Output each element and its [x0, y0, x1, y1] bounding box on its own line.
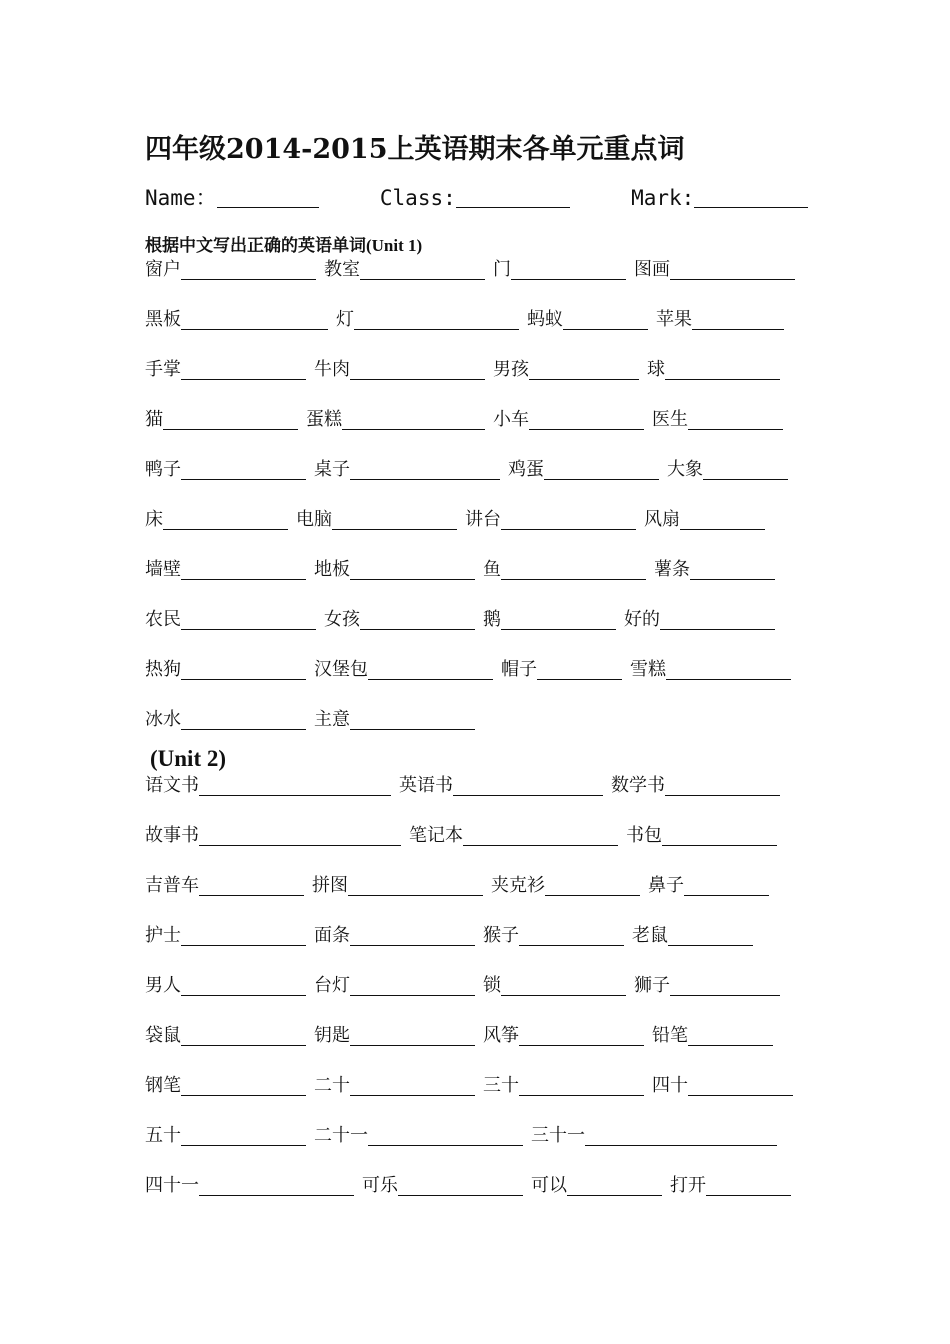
chinese-word: 鼻子: [648, 875, 684, 896]
vocab-item: [493, 407, 644, 433]
answer-blank[interactable]: [692, 309, 784, 330]
answer-blank[interactable]: [680, 509, 765, 530]
chinese-word: 打开: [670, 1175, 706, 1196]
answer-blank[interactable]: [181, 359, 306, 380]
vocab-item: [501, 657, 622, 683]
vocab-item: [145, 973, 306, 999]
chinese-word: 汉堡包: [314, 659, 368, 680]
vocab-item: [145, 1123, 306, 1149]
answer-blank[interactable]: [181, 925, 306, 946]
chinese-word: 地板: [314, 559, 350, 580]
answer-blank[interactable]: [368, 1125, 523, 1146]
class-label: Class:: [379, 186, 456, 210]
chinese-word: 可乐: [362, 1175, 398, 1196]
vocab-item: [652, 407, 783, 433]
unit1-row: [145, 657, 825, 683]
vocab-item: [145, 773, 391, 799]
vocab-item: [624, 607, 775, 633]
answer-blank[interactable]: [350, 359, 485, 380]
chinese-word: 三十一: [531, 1125, 585, 1146]
vocab-item: [626, 823, 777, 849]
answer-blank[interactable]: [354, 309, 519, 330]
chinese-word: 铅笔: [652, 1025, 688, 1046]
chinese-word: 四十一: [145, 1175, 199, 1196]
answer-blank[interactable]: [181, 609, 316, 630]
vocab-item: [145, 607, 316, 633]
name-label: Name：: [145, 186, 217, 210]
vocab-item: [145, 1023, 306, 1049]
chinese-word: 二十一: [314, 1125, 368, 1146]
answer-blank[interactable]: [360, 609, 475, 630]
vocab-item: [145, 657, 306, 683]
answer-blank[interactable]: [501, 609, 616, 630]
answer-blank[interactable]: [181, 559, 306, 580]
chinese-word: 鸭子: [145, 459, 181, 480]
chinese-word: 窗户: [145, 259, 181, 280]
chinese-word: 薯条: [654, 559, 690, 580]
answer-blank[interactable]: [368, 659, 493, 680]
chinese-word: 鸡蛋: [508, 459, 544, 480]
vocab-item: [324, 607, 475, 633]
chinese-word: 手掌: [145, 359, 181, 380]
vocab-item: [491, 873, 640, 899]
answer-blank[interactable]: [350, 559, 475, 580]
answer-blank[interactable]: [706, 1175, 791, 1196]
answer-blank[interactable]: [519, 925, 624, 946]
chinese-word: 老鼠: [632, 925, 668, 946]
chinese-word: 热狗: [145, 659, 181, 680]
vocab-item: [314, 357, 485, 383]
chinese-word: 讲台: [465, 509, 501, 530]
answer-blank[interactable]: [181, 709, 306, 730]
answer-blank[interactable]: [350, 1025, 475, 1046]
answer-blank[interactable]: [163, 509, 288, 530]
vocab-item: [508, 457, 659, 483]
vocab-item: [145, 357, 306, 383]
answer-blank[interactable]: [690, 559, 775, 580]
unit1-row: [145, 607, 825, 633]
unit2-row: [145, 873, 825, 899]
answer-blank[interactable]: [511, 259, 626, 280]
unit1-heading: 根据中文写出正确的英语单词(Unit 1): [145, 236, 423, 255]
unit2-word-list: [145, 773, 825, 1199]
chinese-word: 拼图: [312, 875, 348, 896]
answer-blank[interactable]: [181, 659, 306, 680]
vocab-item: [667, 457, 788, 483]
vocab-item: [670, 1173, 791, 1199]
vocab-item: [611, 773, 780, 799]
chinese-word: 教室: [324, 259, 360, 280]
chinese-word: 钢笔: [145, 1075, 181, 1096]
answer-blank[interactable]: [181, 459, 306, 480]
chinese-word: 男人: [145, 975, 181, 996]
vocab-item: [654, 557, 775, 583]
vocab-item: [145, 457, 306, 483]
vocab-item: [306, 407, 485, 433]
vocab-item: [362, 1173, 523, 1199]
answer-blank[interactable]: [585, 1125, 777, 1146]
answer-blank[interactable]: [668, 925, 753, 946]
class-blank[interactable]: [456, 187, 570, 208]
vocab-item: [314, 973, 475, 999]
vocab-item: [336, 307, 519, 333]
vocab-item: [314, 657, 493, 683]
chinese-word: 男孩: [493, 359, 529, 380]
chinese-word: 吉普车: [145, 875, 199, 896]
chinese-word: 灯: [336, 309, 354, 330]
chinese-word: 书包: [626, 825, 662, 846]
unit1-row: [145, 457, 825, 483]
answer-blank[interactable]: [350, 975, 475, 996]
answer-blank[interactable]: [529, 409, 644, 430]
chinese-word: 风扇: [644, 509, 680, 530]
vocab-item: [145, 873, 304, 899]
unit1-row: [145, 707, 825, 733]
answer-blank[interactable]: [519, 1025, 644, 1046]
answer-blank[interactable]: [660, 609, 775, 630]
vocab-item: [634, 257, 795, 283]
chinese-word: 雪糕: [630, 659, 666, 680]
vocab-item: [493, 257, 626, 283]
answer-blank[interactable]: [350, 925, 475, 946]
chinese-word: 语文书: [145, 775, 199, 796]
chinese-word: 帽子: [501, 659, 537, 680]
vocab-item: [483, 1023, 644, 1049]
vocab-item: [145, 407, 298, 433]
answer-blank[interactable]: [688, 1075, 793, 1096]
chinese-word: 三十: [483, 1075, 519, 1096]
vocab-item: [483, 973, 626, 999]
answer-blank[interactable]: [688, 409, 783, 430]
answer-blank[interactable]: [666, 659, 791, 680]
chinese-word: 笔记本: [409, 825, 463, 846]
chinese-word: 鹅: [483, 609, 501, 630]
chinese-word: 猫: [145, 409, 163, 430]
unit2-row: [145, 973, 825, 999]
chinese-word: 蚂蚁: [527, 309, 563, 330]
chinese-word: 女孩: [324, 609, 360, 630]
chinese-word: 农民: [145, 609, 181, 630]
answer-blank[interactable]: [332, 509, 457, 530]
vocab-item: [314, 557, 475, 583]
answer-blank[interactable]: [350, 709, 475, 730]
chinese-word: 小车: [493, 409, 529, 430]
unit2-row: [145, 823, 825, 849]
vocab-item: [314, 1073, 475, 1099]
vocab-item: [314, 1023, 475, 1049]
vocab-item: [399, 773, 603, 799]
unit2-row: [145, 1023, 825, 1049]
chinese-word: 五十: [145, 1125, 181, 1146]
answer-blank[interactable]: [463, 825, 618, 846]
answer-blank[interactable]: [181, 1025, 306, 1046]
vocab-item: [647, 357, 780, 383]
answer-blank[interactable]: [537, 659, 622, 680]
chinese-word: 床: [145, 509, 163, 530]
chinese-word: 狮子: [634, 975, 670, 996]
unit1-word-list: [145, 257, 825, 733]
answer-blank[interactable]: [501, 559, 646, 580]
vocab-item: [409, 823, 618, 849]
chinese-word: 钥匙: [314, 1025, 350, 1046]
chinese-word: 图画: [634, 259, 670, 280]
unit1-row: [145, 307, 825, 333]
mark-label: Mark:: [631, 186, 695, 210]
answer-blank[interactable]: [544, 459, 659, 480]
vocab-item: [312, 873, 483, 899]
unit2-row: [145, 773, 825, 799]
answer-blank[interactable]: [501, 509, 636, 530]
worksheet: [145, 128, 825, 1199]
chinese-word: 面条: [314, 925, 350, 946]
vocab-item: [145, 507, 288, 533]
chinese-word: 数学书: [611, 775, 665, 796]
vocab-item: [632, 923, 753, 949]
chinese-word: 台灯: [314, 975, 350, 996]
chinese-word: 夹克衫: [491, 875, 545, 896]
student-info-line: [145, 184, 825, 212]
answer-blank[interactable]: [181, 975, 306, 996]
vocab-item: [465, 507, 636, 533]
chinese-word: 电脑: [296, 509, 332, 530]
answer-blank[interactable]: [199, 1175, 354, 1196]
vocab-item: [324, 257, 485, 283]
chinese-word: 蛋糕: [306, 409, 342, 430]
vocab-item: [648, 873, 769, 899]
mark-blank[interactable]: [694, 187, 808, 208]
answer-blank[interactable]: [181, 309, 328, 330]
answer-blank[interactable]: [688, 1025, 773, 1046]
answer-blank[interactable]: [662, 825, 777, 846]
chinese-word: 黑板: [145, 309, 181, 330]
answer-blank[interactable]: [529, 359, 639, 380]
unit2-row: [145, 1073, 825, 1099]
chinese-word: 主意: [314, 709, 350, 730]
vocab-item: [145, 923, 306, 949]
chinese-word: 袋鼠: [145, 1025, 181, 1046]
chinese-word: 墙壁: [145, 559, 181, 580]
chinese-word: 苹果: [656, 309, 692, 330]
vocab-item: [483, 923, 624, 949]
vocab-item: [483, 1073, 644, 1099]
answer-blank[interactable]: [181, 1075, 306, 1096]
answer-blank[interactable]: [665, 359, 780, 380]
unit1-row: [145, 507, 825, 533]
answer-blank[interactable]: [350, 1075, 475, 1096]
unit2-row: [145, 1173, 825, 1199]
answer-blank[interactable]: [163, 409, 298, 430]
unit1-row: [145, 557, 825, 583]
chinese-word: 四十: [652, 1075, 688, 1096]
answer-blank[interactable]: [342, 409, 485, 430]
answer-blank[interactable]: [670, 259, 795, 280]
answer-blank[interactable]: [519, 1075, 644, 1096]
page-title: 四年级2014-2015上英语期末各单元重点词: [145, 134, 685, 165]
answer-blank[interactable]: [181, 1125, 306, 1146]
vocab-item: [145, 1073, 306, 1099]
answer-blank[interactable]: [398, 1175, 523, 1196]
unit2-row: [145, 1123, 825, 1149]
vocab-item: [493, 357, 639, 383]
unit1-row: [145, 407, 825, 433]
answer-blank[interactable]: [348, 875, 483, 896]
answer-blank[interactable]: [501, 975, 626, 996]
chinese-word: 医生: [652, 409, 688, 430]
vocab-item: [531, 1173, 662, 1199]
vocab-item: [145, 307, 328, 333]
chinese-word: 锁: [483, 975, 501, 996]
chinese-word: 英语书: [399, 775, 453, 796]
vocab-item: [630, 657, 791, 683]
vocab-item: [656, 307, 784, 333]
chinese-word: 门: [493, 259, 511, 280]
answer-blank[interactable]: [670, 975, 780, 996]
vocab-item: [314, 707, 475, 733]
chinese-word: 风筝: [483, 1025, 519, 1046]
vocab-item: [483, 557, 646, 583]
vocab-item: [314, 457, 500, 483]
chinese-word: 鱼: [483, 559, 501, 580]
chinese-word: 好的: [624, 609, 660, 630]
chinese-word: 故事书: [145, 825, 199, 846]
answer-blank[interactable]: [199, 875, 304, 896]
vocab-item: [652, 1023, 773, 1049]
vocab-item: [314, 1123, 523, 1149]
answer-blank[interactable]: [563, 309, 648, 330]
chinese-word: 桌子: [314, 459, 350, 480]
vocab-item: [652, 1073, 793, 1099]
vocab-item: [145, 707, 306, 733]
unit1-row: [145, 357, 825, 383]
vocab-item: [527, 307, 648, 333]
chinese-word: 球: [647, 359, 665, 380]
answer-blank[interactable]: [199, 775, 391, 796]
vocab-item: [634, 973, 780, 999]
chinese-word: 可以: [531, 1175, 567, 1196]
vocab-item: [644, 507, 765, 533]
unit2-row: [145, 923, 825, 949]
answer-blank[interactable]: [567, 1175, 662, 1196]
answer-blank[interactable]: [360, 259, 485, 280]
vocab-item: [145, 257, 316, 283]
answer-blank[interactable]: [545, 875, 640, 896]
answer-blank[interactable]: [199, 825, 401, 846]
vocab-item: [483, 607, 616, 633]
vocab-item: [145, 1173, 354, 1199]
answer-blank[interactable]: [453, 775, 603, 796]
chinese-word: 冰水: [145, 709, 181, 730]
chinese-word: 护士: [145, 925, 181, 946]
vocab-item: [145, 823, 401, 849]
vocab-item: [531, 1123, 777, 1149]
answer-blank[interactable]: [350, 459, 500, 480]
vocab-item: [314, 923, 475, 949]
chinese-word: 猴子: [483, 925, 519, 946]
unit2-heading: (Unit 2): [150, 746, 227, 771]
vocab-item: [296, 507, 457, 533]
name-blank[interactable]: [217, 187, 319, 208]
vocab-item: [145, 557, 306, 583]
chinese-word: 二十: [314, 1075, 350, 1096]
chinese-word: 大象: [667, 459, 703, 480]
answer-blank[interactable]: [181, 259, 316, 280]
answer-blank[interactable]: [665, 775, 780, 796]
answer-blank[interactable]: [684, 875, 769, 896]
chinese-word: 牛肉: [314, 359, 350, 380]
unit1-row: [145, 257, 825, 283]
answer-blank[interactable]: [703, 459, 788, 480]
